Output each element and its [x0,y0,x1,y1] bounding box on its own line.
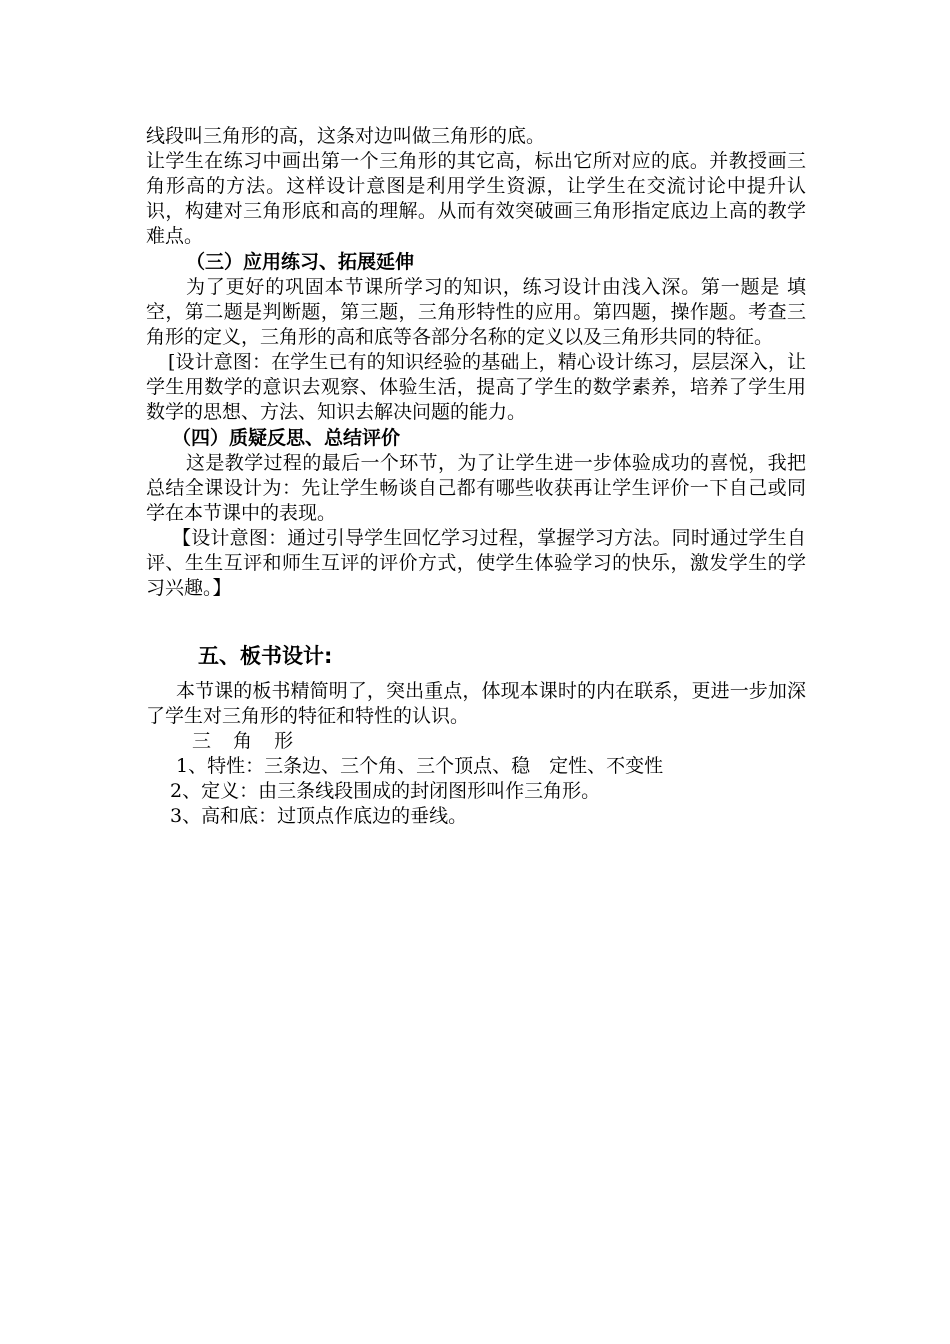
paragraph-intro-2: 让学生在练习中画出第一个三角形的其它高，标出它所对应的底。并教授画三角形高的方法。这样设计意图是利用学生资源，让学生在交流讨论中提升认识，构建对三角形底和高的理解。从而有效突破画三角形指定底边上高的教学难点。 [146,150,806,247]
paragraph-3-2: [设计意图：在学生已有的知识经验的基础上，精心设计练习，层层深入，让学生用数学的意识去观察、体验生活，提高了学生的数学素养，培养了学生用数学的思想、方法、知识去解决问题的能力。 [146,351,806,423]
section-heading-4: （四）质疑反思、总结评价 [172,427,401,449]
board-title: 三 角 形 [192,730,302,752]
board-item: 1、特性：三条边、三个角、三个顶点、稳 定性、不变性 [176,755,664,777]
paragraph-intro-1: 线段叫三角形的高，这条对边叫做三角形的底。 [146,125,546,147]
paragraph-5-1: 本节课的板书精简明了，突出重点，体现本课时的内在联系，更进一步加深了学生对三角形的特征和特性的认识。 [146,680,806,727]
paragraph-3-1: 为了更好的巩固本节课所学习的知识，练习设计由浅入深。第一题是 填空，第二题是判断题，第三题，三角形特性的应用。第四题，操作题。考查三角形的定义，三角形的高和底等各部分名称的定义以及三角形共同的特征。 [146,276,806,348]
board-item: 2、定义：由三条线段围成的封闭图形叫作三角形。 [170,780,601,802]
paragraph-4-1: 这是教学过程的最后一个环节，为了让学生进一步体验成功的喜悦，我把总结全课设计为：先让学生畅谈自己都有哪些收获再让学生评价一下自己或同学在本节课中的表现。 [146,452,806,524]
document-page [146,124,806,829]
section-heading-5: 五、板书设计: [198,644,333,668]
paragraph-4-2: 【设计意图：通过引导学生回忆学习过程，掌握学习方法。同时通过学生自评、生生互评和师生互评的评价方式，使学生体验学习的快乐，激发学生的学习兴趣。】 [146,527,806,599]
board-item: 3、高和底：过顶点作底边的垂线。 [170,805,468,827]
section-heading-3: （三）应用练习、拓展延伸 [186,251,415,273]
